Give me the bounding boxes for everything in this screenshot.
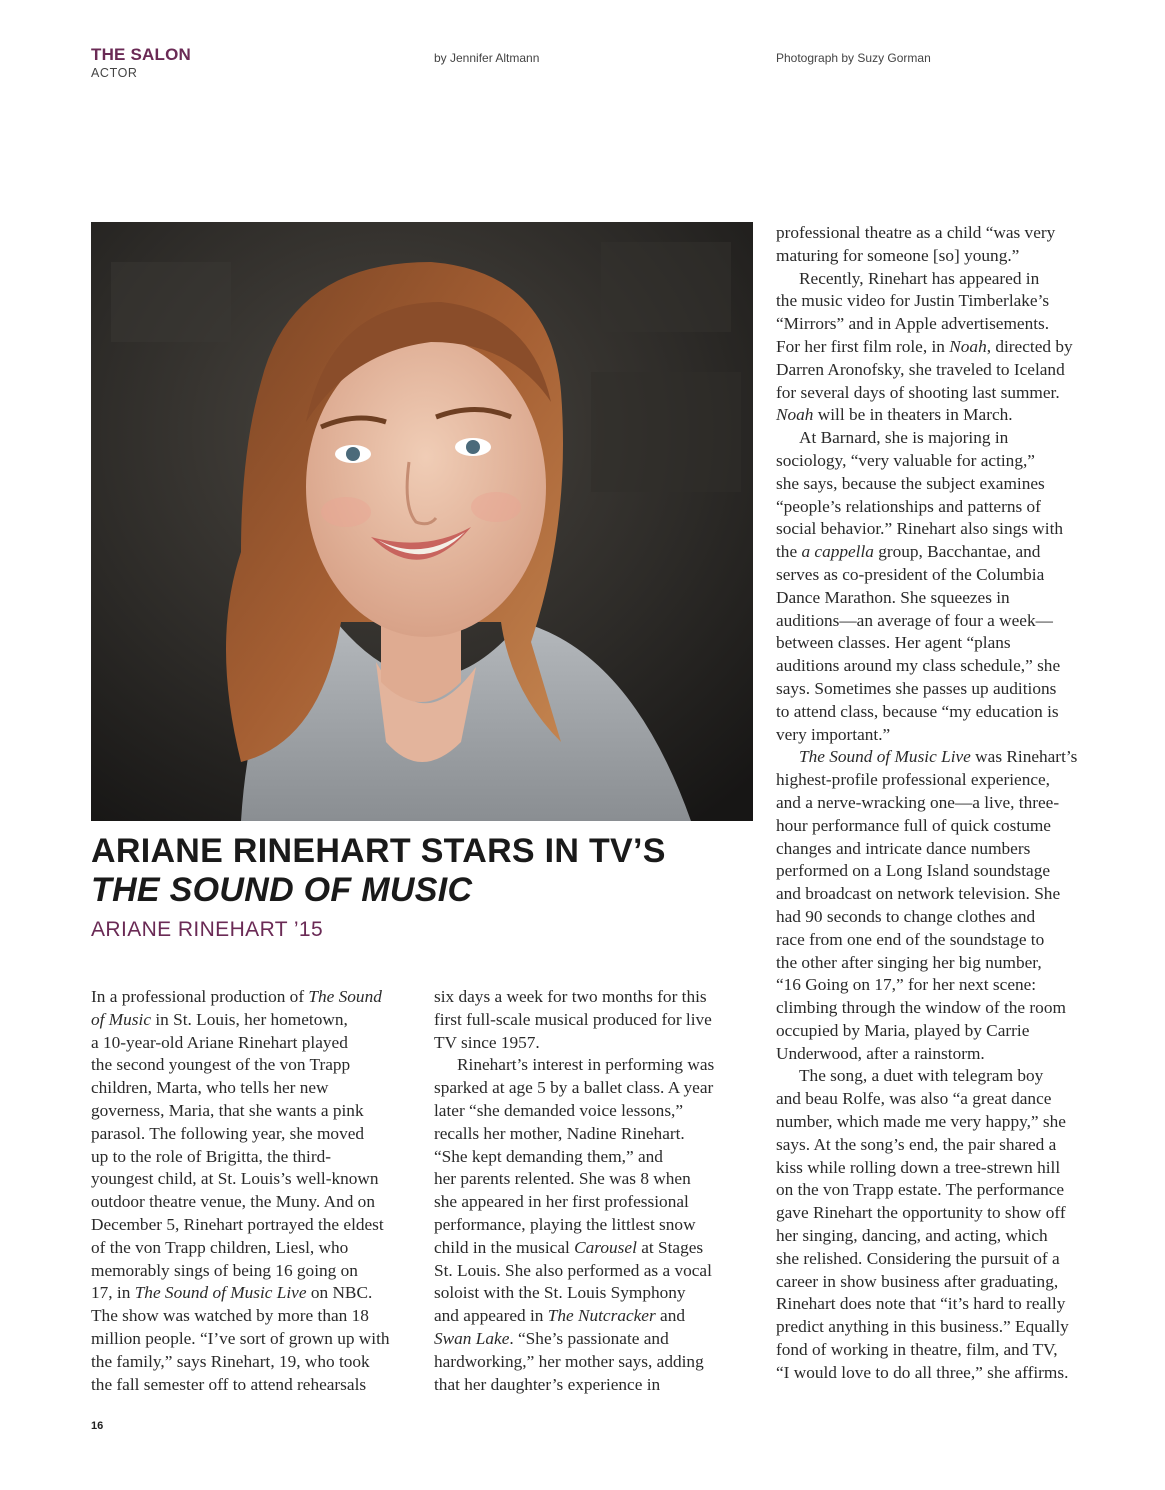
italic-title: Noah bbox=[949, 336, 987, 356]
italic-title: The Sound of Music Live bbox=[134, 1283, 307, 1303]
section-title: THE SALON bbox=[91, 45, 192, 64]
text-line: million people. “I’ve sort of grown up with bbox=[91, 1328, 390, 1348]
text-line: At Barnard, she is majoring in bbox=[799, 428, 1009, 448]
text-line: fond of working in theatre, film, and TV, bbox=[776, 1340, 1058, 1360]
text-line: her singing, dancing, and acting, which bbox=[776, 1226, 1048, 1246]
text-line: kiss while rolling down a tree-strewn hill bbox=[776, 1157, 1061, 1177]
text-line: The Sound of Music Live was Rinehart’s bbox=[799, 747, 1078, 767]
text-line: children, Marta, who tells her new bbox=[91, 1078, 329, 1098]
text-line: sociology, “very valuable for acting,” bbox=[776, 450, 1035, 470]
text-line: changes and intricate dance numbers bbox=[776, 838, 1031, 858]
text-line: December 5, Rinehart portrayed the eldest bbox=[91, 1214, 384, 1234]
text-line: “16 Going on 17,” for her next scene: bbox=[776, 975, 1037, 995]
text-line: “Mirrors” and in Apple advertisements. bbox=[776, 314, 1050, 334]
section-subtitle: ACTOR bbox=[91, 66, 138, 80]
text-line: of Music in St. Louis, her hometown, bbox=[91, 1009, 348, 1029]
text-line: of the von Trapp children, Liesl, who bbox=[91, 1237, 349, 1257]
text-line: soloist with the St. Louis Symphony bbox=[434, 1283, 686, 1303]
article-paragraph bbox=[776, 268, 1100, 428]
text-line: The song, a duet with telegram boy bbox=[799, 1066, 1044, 1086]
text-line: auditions—an average of four a week— bbox=[776, 610, 1053, 630]
text-line: to attend class, because “my education is bbox=[776, 701, 1059, 721]
article-paragraph bbox=[91, 986, 415, 1396]
text-line: “I would love to do all three,” she affirms. bbox=[776, 1362, 1069, 1382]
article-paragraph bbox=[776, 427, 1100, 746]
text-line: gave Rinehart the opportunity to show off bbox=[776, 1203, 1066, 1223]
text-line: occupied by Maria, played by Carrie bbox=[776, 1020, 1030, 1040]
text-line: race from one end of the soundstage to bbox=[776, 929, 1045, 949]
text-line: hour performance full of quick costume bbox=[776, 815, 1051, 835]
italic-title: The Sound bbox=[308, 987, 382, 1006]
italic-title: of Music bbox=[91, 1009, 151, 1029]
photo-credit: Photograph by Suzy Gorman bbox=[776, 51, 931, 65]
text-line: predict anything in this business.” Equally bbox=[776, 1317, 1069, 1337]
text-line: The show was watched by more than 18 bbox=[91, 1306, 369, 1326]
text-line: and beau Rolfe, was also “a great dance bbox=[776, 1089, 1052, 1109]
text-line: she relished. Considering the pursuit of a bbox=[776, 1248, 1060, 1268]
text-line: climbing through the window of the room bbox=[776, 998, 1066, 1018]
text-line: governess, Maria, that she wants a pink bbox=[91, 1100, 364, 1120]
text-line: St. Louis. She also performed as a vocal bbox=[434, 1260, 712, 1280]
text-line: parasol. The following year, she moved bbox=[91, 1123, 365, 1143]
text-line: Underwood, after a rainstorm. bbox=[776, 1043, 985, 1063]
text-line: child in the musical Carousel at Stages bbox=[434, 1237, 704, 1257]
text-line: number, which made me very happy,” she bbox=[776, 1112, 1066, 1132]
article-paragraph bbox=[776, 222, 1100, 268]
page-number: 16 bbox=[91, 1420, 104, 1432]
text-line: she says, because the subject examines bbox=[776, 473, 1045, 493]
italic-title: Noah bbox=[776, 405, 814, 425]
article-headline bbox=[91, 832, 761, 910]
text-line: sparked at age 5 by a ballet class. A year bbox=[434, 1078, 714, 1098]
text-line: “She kept demanding them,” and bbox=[434, 1146, 663, 1166]
article-paragraph bbox=[776, 1065, 1100, 1384]
text-line: hardworking,” her mother says, adding bbox=[434, 1351, 704, 1371]
italic-title: a cappella bbox=[801, 542, 874, 562]
text-line: professional theatre as a child “was very bbox=[776, 223, 1056, 242]
text-line: Rinehart does note that “it’s hard to really bbox=[776, 1294, 1066, 1314]
text-line: she appeared in her first professional bbox=[434, 1192, 689, 1212]
text-line: maturing for someone [so] young.” bbox=[776, 245, 1020, 265]
text-line: the a cappella group, Bacchantae, and bbox=[776, 542, 1041, 562]
text-line: says. At the song’s end, the pair shared a bbox=[776, 1134, 1057, 1154]
text-line: and broadcast on network television. She bbox=[776, 884, 1061, 904]
text-line: first full-scale musical produced for live bbox=[434, 1009, 712, 1029]
text-line: the family,” says Rinehart, 19, who took bbox=[91, 1351, 370, 1371]
text-line: For her first film role, in Noah, directed by bbox=[776, 336, 1073, 356]
article-subhead: ARIANE RINEHART ’15 bbox=[91, 918, 324, 941]
headline-line-1: ARIANE RINEHART STARS IN TV’S bbox=[91, 832, 666, 870]
text-line: between classes. Her agent “plans bbox=[776, 633, 1011, 653]
article-paragraph bbox=[434, 1054, 750, 1396]
text-line: highest-profile professional experience, bbox=[776, 770, 1050, 790]
text-line: that her daughter’s experience in bbox=[434, 1374, 661, 1394]
portrait-photo bbox=[91, 222, 753, 821]
text-line: “people’s relationships and patterns of bbox=[776, 496, 1041, 516]
text-line: Darren Aronofsky, she traveled to Iceland bbox=[776, 359, 1065, 379]
text-line: the fall semester off to attend rehearsals bbox=[91, 1374, 367, 1394]
article-column-3 bbox=[776, 222, 1100, 1385]
author-byline: by Jennifer Altmann bbox=[434, 51, 540, 65]
text-line: the music video for Justin Timberlake’s bbox=[776, 291, 1050, 311]
text-line: Noah will be in theaters in March. bbox=[776, 405, 1013, 425]
italic-title: Swan Lake bbox=[434, 1328, 510, 1348]
text-line: a 10-year-old Ariane Rinehart played bbox=[91, 1032, 348, 1052]
text-line: career in show business after graduating, bbox=[776, 1271, 1059, 1291]
text-line: In a professional production of The Sound bbox=[91, 987, 382, 1006]
text-line: on the von Trapp estate. The performance bbox=[776, 1180, 1065, 1200]
text-line: up to the role of Brigitta, the third- bbox=[91, 1146, 331, 1166]
text-line: her parents relented. She was 8 when bbox=[434, 1169, 691, 1189]
text-line: six days a week for two months for this bbox=[434, 987, 707, 1006]
article-paragraph bbox=[434, 986, 750, 1054]
italic-title: Carousel bbox=[574, 1237, 637, 1257]
text-line: says. Sometimes she passes up auditions bbox=[776, 678, 1057, 698]
headline-line-2: THE SOUND OF MUSIC bbox=[91, 871, 473, 909]
italic-title: The Nutcracker bbox=[547, 1306, 656, 1326]
text-line: had 90 seconds to change clothes and bbox=[776, 906, 1036, 926]
article-column-2 bbox=[434, 986, 750, 1396]
text-line: and appeared in The Nutcracker and bbox=[434, 1306, 685, 1326]
text-line: the second youngest of the von Trapp bbox=[91, 1055, 351, 1075]
article-column-1 bbox=[91, 986, 415, 1396]
text-line: later “she demanded voice lessons,” bbox=[434, 1100, 684, 1120]
text-line: recalls her mother, Nadine Rinehart. bbox=[434, 1123, 685, 1143]
text-line: for several days of shooting last summer. bbox=[776, 382, 1060, 402]
text-line: youngest child, at St. Louis’s well-known bbox=[91, 1169, 379, 1189]
text-line: Rinehart’s interest in performing was bbox=[457, 1055, 715, 1075]
text-line: Recently, Rinehart has appeared in bbox=[799, 268, 1040, 288]
section-header bbox=[91, 45, 191, 81]
text-line: TV since 1957. bbox=[434, 1032, 540, 1052]
text-line: auditions around my class schedule,” she bbox=[776, 656, 1061, 676]
text-line: and a nerve-wracking one—a live, three- bbox=[776, 792, 1060, 812]
text-line: 17, in The Sound of Music Live on NBC. bbox=[91, 1283, 373, 1303]
article-paragraph bbox=[776, 746, 1100, 1065]
text-line: Dance Marathon. She squeezes in bbox=[776, 587, 1010, 607]
text-line: serves as co-president of the Columbia bbox=[776, 564, 1045, 584]
text-line: the other after singing her big number, bbox=[776, 952, 1042, 972]
text-line: social behavior.” Rinehart also sings with bbox=[776, 519, 1064, 539]
italic-title: The Sound of Music Live bbox=[799, 747, 971, 767]
text-line: outdoor theatre venue, the Muny. And on bbox=[91, 1192, 375, 1212]
text-line: performance, playing the littlest snow bbox=[434, 1214, 696, 1234]
text-line: performed on a Long Island soundstage bbox=[776, 861, 1051, 881]
text-line: memorably sings of being 16 going on bbox=[91, 1260, 358, 1280]
text-line: Swan Lake. “She’s passionate and bbox=[434, 1328, 669, 1348]
text-line: very important.” bbox=[776, 724, 891, 744]
